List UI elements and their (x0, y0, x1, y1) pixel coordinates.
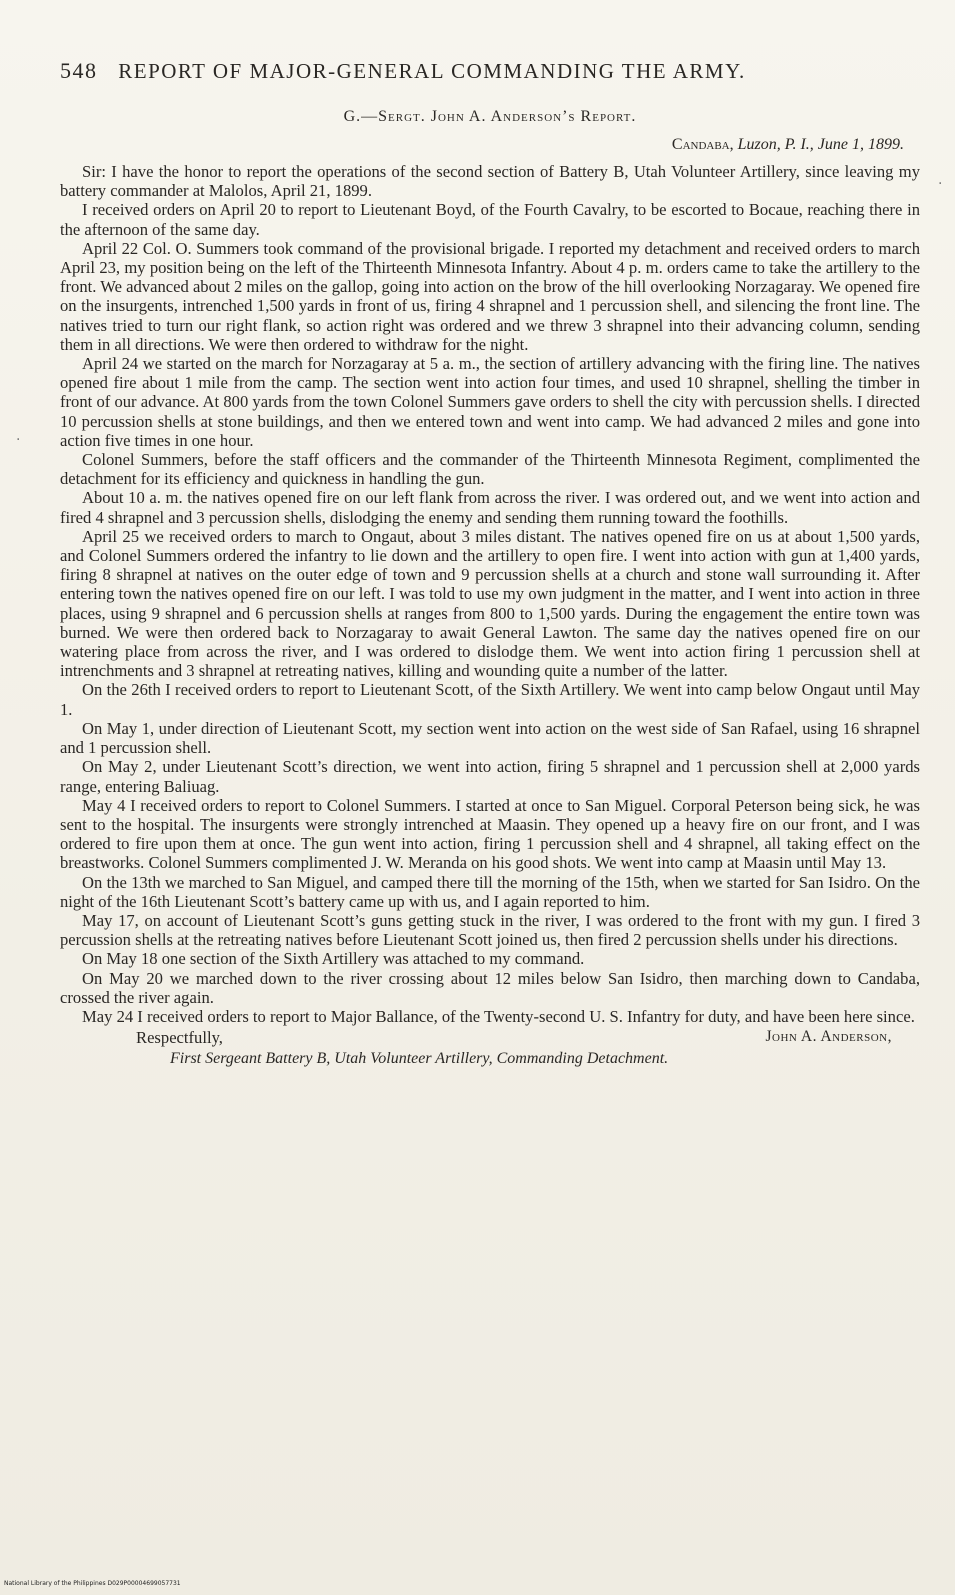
paragraph: Sir: I have the honor to report the operations of the second section of Battery B, Utah Volunteer Artillery, since leaving my battery commander at Malolos, April 21, 1899. (60, 162, 920, 201)
paragraph: May 4 I received orders to report to Colonel Summers. I started at once to San Miguel. Corporal Peterson being sick, he was sent to the hospital. The insurgents were strongly intrenched at Maasin. They opened up a heavy fire on our front, and I was ordered to fire upon them at once. The gun went into action, firing 1 percussion shell and 4 shrapnel, all taking effect on the breastworks. Colonel Summers complimented J. W. Meranda on his good shots. We went into camp at Maasin until May 13. (60, 795, 920, 873)
paragraph: May 24 I received orders to report to Major Ballance, of the Twenty-second U. S. Infantry for duty, and have been here since. (82, 1006, 915, 1026)
paragraph: On May 1, under direction of Lieutenant Scott, my section went into action on the west side of San Rafael, using 16 shrapnel and 1 percussion shell. (60, 718, 920, 758)
paragraph: Colonel Summers, before the staff officers and the commander of the Thirteenth Minnesota Regiment, complimented the detachment for its efficiency and quickness in handling the gun. (60, 450, 920, 489)
paragraph: On May 2, under Lieutenant Scott’s direction, we went into action, firing 5 shrapnel and 1 percussion shell at 2,000 yards range, entering Baliuag. (60, 757, 920, 796)
paragraph: April 24 we started on the march for Norzagaray at 5 a. m., the section of artillery advancing with the firing line. The natives opened fire about 1 mile from the camp. The section went into action four times, and used 10 shrapnel, shelling the timber in front of our advance. At 800 yards from the town Colonel Summers gave orders to shell the city with percussion shells. I directed 10 percussion shells at stone buildings, and then we entered town and went into camp. We had advanced 2 miles and gone into action five times in one hour. (60, 354, 920, 450)
scan-speck: · (16, 432, 21, 448)
paragraph: On the 13th we marched to San Miguel, and camped there till the morning of the 15th, when we started for San Isidro. On the night of the 16th Lieutenant Scott’s battery came up with us, and I again reported to him. (60, 872, 920, 911)
dateline (60, 136, 904, 154)
paragraph: I received orders on April 20 to report to Lieutenant Boyd, of the Fourth Cavalry, to be escorted to Bocaue, reaching there in the afternoon of the same day. (60, 200, 920, 239)
paragraph: April 25 we received orders to march to Ongaut, about 3 miles distant. The natives opened fire on us at about 1,500 yards, and Colonel Summers ordered the infantry to lie down and the artillery to open fire. I went into action with gun at 1,400 yards, firing 8 shrapnel at natives on the outer edge of town and 9 percussion shells at a church and stone wall surrounding it. After entering town the natives opened fire on our left. I was told to use my own judgment in the matter, and I went into action in three places, using 9 shrapnel and 6 percussion shells at ranges from 800 to 1,500 yards. During the engagement the entire town was burned. We were then ordered back to Norzagaray to await General Lawton. The same day the natives opened fire on our watering place from across the river, and I was ordered to dislodge them. We went into action firing 1 percussion shell at intrenchments and 3 shrapnel at retreating natives, killing and wounding quite a number of the latter. (60, 526, 920, 681)
dateline-place: Candaba, (671, 136, 738, 153)
paragraph: April 22 Col. O. Summers took command of the provisional brigade. I reported my detachment and received orders to march April 23, my position being on the left of the Thirteenth Minnesota Infantry. About 4 p. m. orders came to take the artillery to the front. We advanced about 2 miles on the gallop, going into action on the brow of the hill overlooking Norzagaray. We opened fire on the insurgents, intrenched 1,500 yards in front of us, firing 4 shrapnel and 1 percussion shell, and silencing the front line. The natives tried to turn our right flank, so action right was ordered and we threw 3 shrapnel into their advancing column, sending them in all directions. We were then ordered to withdraw for the night. (60, 238, 920, 354)
paragraph: On May 20 we marched down to the river crossing about 12 miles below San Isidro, then marching down to Candaba, crossed the river again. (60, 968, 920, 1007)
signature-closing: Respectfully, (136, 1028, 223, 1048)
paragraph: On the 26th I received orders to report to Lieutenant Scott, of the Sixth Artillery. We went into camp below Ongaut until May 1. (60, 680, 920, 719)
footer-credit: National Library of the Philippines D029P00004699057731 (4, 1580, 181, 1587)
signature-name: John A. Anderson, (765, 1028, 892, 1046)
paragraph: May 17, on account of Lieutenant Scott’s guns getting stuck in the river, I was ordered to the front with my gun. I fired 3 percussion shells at the retreating natives before Lieutenant Scott joined us, then fired 2 percussion shells under his directions. (60, 910, 920, 950)
page-content (60, 58, 920, 1068)
paragraph: About 10 a. m. the natives opened fire on our left flank from across the river. I was ordered out, and we went into action and fired 4 shrapnel and 3 percussion shells, dislodging the enemy and sending them running toward the foothills. (60, 488, 920, 527)
report-body (60, 162, 920, 1026)
page-number: 548 (60, 58, 98, 83)
section-title: G.—Sergt. John A. Anderson’s Report. (343, 108, 637, 125)
dateline-location: Luzon, P. I., June 1, 1899. (737, 136, 904, 153)
running-title: REPORT OF MAJOR-GENERAL COMMANDING THE ARMY. (118, 59, 746, 83)
paragraph: On May 18 one section of the Sixth Artillery was attached to my command. (82, 949, 585, 969)
scan-speck: · (938, 176, 943, 192)
signature-title: First Sergeant Battery B, Utah Volunteer Artillery, Commanding Detachment. (170, 1050, 669, 1068)
running-head (60, 58, 920, 84)
